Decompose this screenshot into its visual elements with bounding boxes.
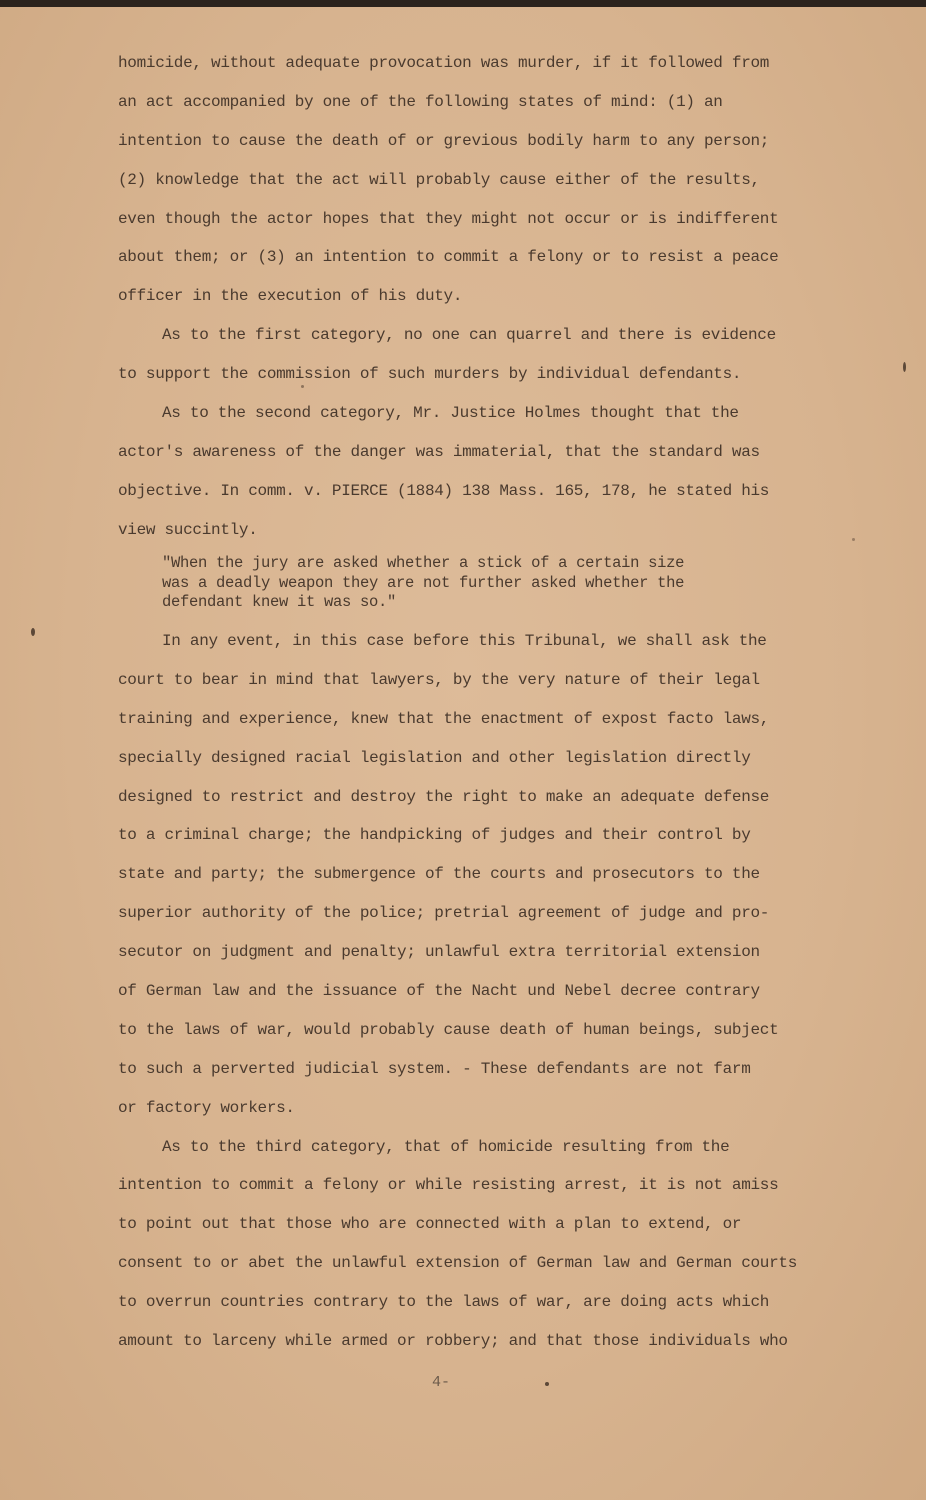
text-line: officer in the execution of his duty. bbox=[118, 287, 463, 306]
text-line: superior authority of the police; pretrial agreement of judge and pro- bbox=[118, 904, 770, 923]
body-text-lower bbox=[118, 622, 818, 1361]
text-line: intention to cause the death of or grevious bodily harm to any person; bbox=[118, 131, 770, 150]
quote-line: defendant knew it was so." bbox=[162, 593, 397, 611]
text-line: an act accompanied by one of the following states of mind: (1) an bbox=[118, 92, 723, 111]
text-line: In any event, in this case before this Tribunal, we shall ask the bbox=[162, 632, 767, 650]
text-line: As to the second category, Mr. Justice Holmes thought that the bbox=[162, 404, 739, 423]
text-line: to such a perverted judicial system. - These defendants are not farm bbox=[118, 1059, 751, 1078]
text-line: actor's awareness of the danger was immaterial, that the standard was bbox=[118, 442, 760, 461]
text-line: or factory workers. bbox=[118, 1098, 295, 1117]
page-number: 4- bbox=[432, 1374, 451, 1391]
paper-speck bbox=[852, 538, 855, 541]
text-line: specially designed racial legislation and other legislation directly bbox=[118, 748, 751, 767]
text-line: designed to restrict and destroy the right to make an adequate defense bbox=[118, 787, 770, 806]
text-line: state and party; the submergence of the courts and prosecutors to the bbox=[118, 865, 760, 884]
text-line: to support the commission of such murders by individual defendants. bbox=[118, 365, 742, 384]
text-line: objective. In comm. v. PIERCE (1884) 138 Mass. 165, 178, he stated his bbox=[118, 481, 770, 500]
paper-speck bbox=[545, 1382, 549, 1386]
paragraph-1 bbox=[118, 44, 818, 316]
body-text-upper bbox=[118, 44, 818, 550]
text-line: training and experience, knew that the enactment of expost facto laws, bbox=[118, 709, 770, 728]
text-line: secutor on judgment and penalty; unlawful extra territorial extension bbox=[118, 943, 760, 962]
paper-speck bbox=[31, 628, 35, 636]
block-quote bbox=[162, 554, 802, 613]
text-line: even though the actor hopes that they might not occur or is indifferent bbox=[118, 209, 779, 228]
text-line: As to the third category, that of homicide resulting from the bbox=[162, 1137, 730, 1156]
scan-edge bbox=[0, 0, 926, 7]
text-line: intention to commit a felony or while resisting arrest, it is not amiss bbox=[118, 1176, 779, 1195]
paragraph-2 bbox=[118, 316, 818, 394]
text-line: to the laws of war, would probably cause death of human beings, subject bbox=[118, 1020, 779, 1039]
text-line: (2) knowledge that the act will probably cause either of the results, bbox=[118, 170, 760, 189]
text-line: amount to larceny while armed or robbery; and that those individuals who bbox=[118, 1332, 788, 1351]
text-line: As to the first category, no one can quarrel and there is evidence bbox=[162, 326, 776, 345]
paper-speck bbox=[903, 362, 906, 372]
text-line: of German law and the issuance of the Nacht und Nebel decree contrary bbox=[118, 982, 760, 1001]
text-line: consent to or abet the unlawful extension of German law and German courts bbox=[118, 1254, 798, 1273]
paragraph-4 bbox=[118, 622, 818, 1128]
paper-speck bbox=[301, 385, 304, 388]
text-line: to a criminal charge; the handpicking of judges and their control by bbox=[118, 826, 751, 845]
quote-line: "When the jury are asked whether a stick of a certain size bbox=[162, 554, 685, 572]
text-line: about them; or (3) an intention to commit a felony or to resist a peace bbox=[118, 248, 779, 267]
text-line: to point out that those who are connected with a plan to extend, or bbox=[118, 1215, 742, 1234]
paragraph-5 bbox=[118, 1128, 818, 1361]
text-line: view succintly. bbox=[118, 520, 258, 539]
text-line: court to bear in mind that lawyers, by the very nature of their legal bbox=[118, 670, 760, 689]
quote-line: was a deadly weapon they are not further asked whether the bbox=[162, 573, 685, 592]
paragraph-3 bbox=[118, 394, 818, 550]
text-line: to overrun countries contrary to the laws of war, are doing acts which bbox=[118, 1293, 770, 1312]
text-line: homicide, without adequate provocation was murder, if it followed from bbox=[118, 54, 770, 72]
